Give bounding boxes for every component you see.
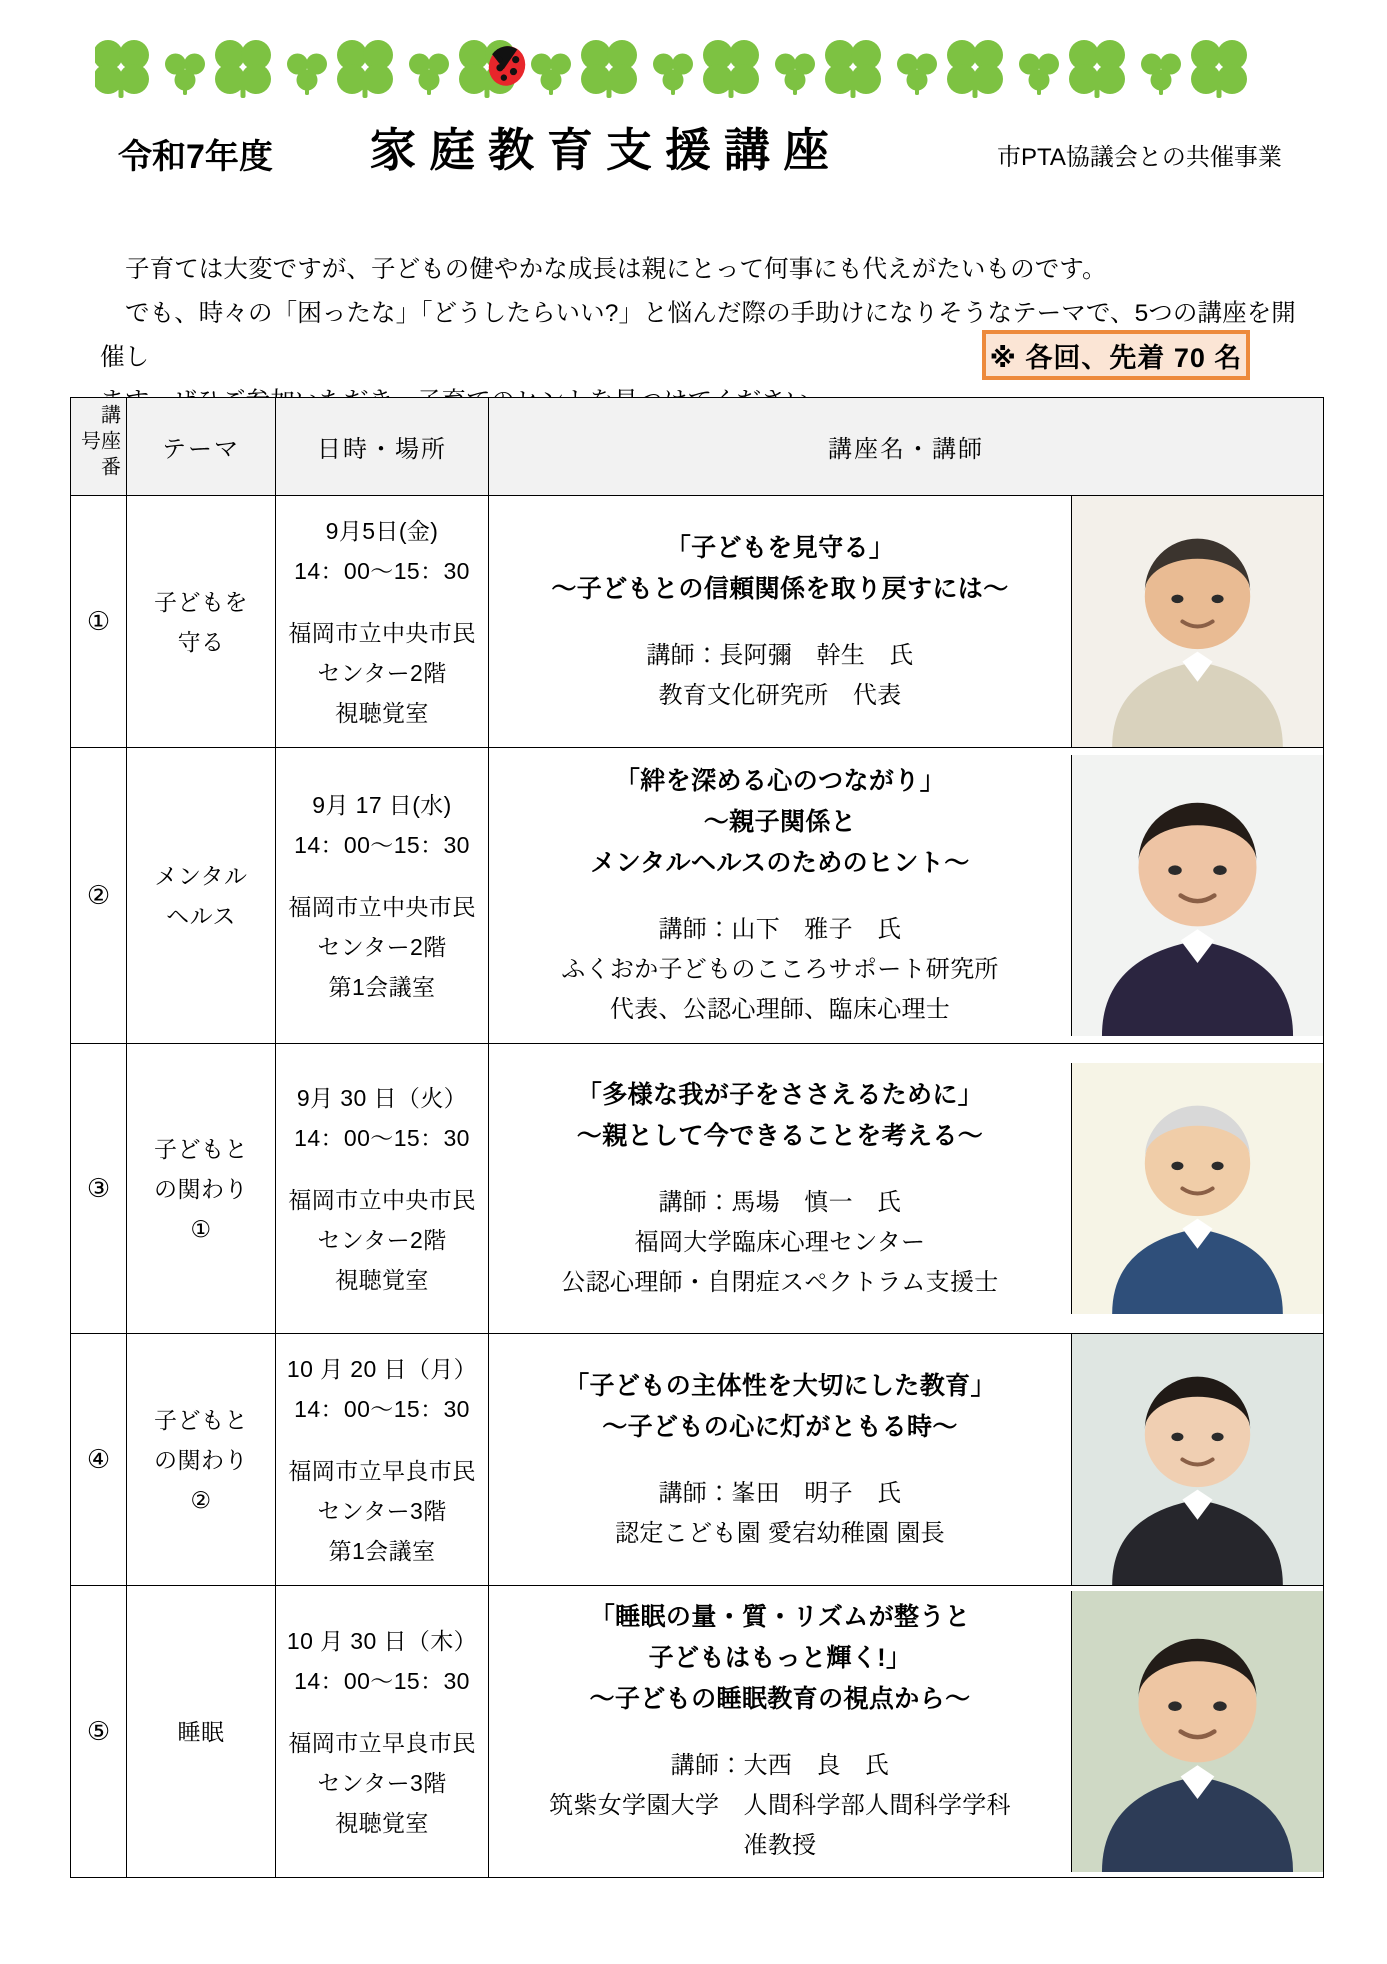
clover-banner-decoration xyxy=(95,38,1295,110)
table-row xyxy=(71,1334,1324,1586)
era-label: 令和7年度 xyxy=(118,138,273,176)
course-theme-line: の関わり xyxy=(154,1175,248,1202)
course-lecturer-line: 講師：山下 雅子 氏 xyxy=(658,916,902,943)
course-title-line: 〜子どもとの信頼関係を取り戻すには〜 xyxy=(551,574,1009,603)
table-row xyxy=(71,1586,1324,1878)
course-theme-line: 子どもと xyxy=(154,1135,248,1162)
course-place-line: 福岡市立中央市民 xyxy=(288,619,476,646)
course-place-line: センター3階 xyxy=(317,1497,447,1524)
course-title-line: 「多様な我が子をささえるために」 xyxy=(576,1080,984,1109)
spacer xyxy=(276,1158,488,1180)
col-header-number-label: 講座番号 xyxy=(77,404,120,482)
course-title-line: 〜子どもの睡眠教育の視点から〜 xyxy=(589,1685,971,1713)
course-info-text xyxy=(489,1063,1071,1314)
course-info-wrap xyxy=(489,1334,1323,1585)
course-date: 9月5日(金) xyxy=(325,517,439,544)
course-time: 14：00〜15：30 xyxy=(294,1395,470,1422)
course-info-wrap xyxy=(489,1063,1323,1314)
course-place-line: センター2階 xyxy=(317,933,447,960)
course-info-text xyxy=(489,496,1071,747)
course-date: 9月 17 日(水) xyxy=(312,791,452,818)
course-title-line: メンタルヘルスのためのヒント〜 xyxy=(590,849,970,877)
course-number: ③ xyxy=(71,1044,127,1334)
course-lecturer-line: 公認心理師・自閉症スペクトラム支援士 xyxy=(561,1268,999,1296)
page-title: 家庭教育支援講座 xyxy=(370,124,842,176)
course-place-line: 福岡市立中央市民 xyxy=(288,893,476,920)
course-lecturer-line: 講師：馬場 慎一 氏 xyxy=(658,1188,902,1216)
portrait-nagaami xyxy=(1071,496,1323,747)
course-title xyxy=(551,528,1008,610)
course-title-line: 〜親子関係と xyxy=(703,808,857,836)
course-number: ⑤ xyxy=(71,1586,127,1878)
course-lecturer xyxy=(615,1474,945,1554)
portrait-baba xyxy=(1071,1063,1323,1314)
table-body xyxy=(71,496,1324,1878)
course-lecturer-line: 認定こども園 愛宕幼稚園 園長 xyxy=(615,1519,945,1547)
course-lecturer-line: 代表、公認心理師、臨床心理士 xyxy=(609,996,951,1023)
course-place-line: 福岡市立早良市民 xyxy=(288,1457,476,1484)
course-place-line: センター3階 xyxy=(317,1769,447,1796)
course-date: 10 月 30 日（木） xyxy=(286,1627,478,1654)
capacity-notice-box xyxy=(982,330,1250,380)
course-title-line: 「子どもを見守る」 xyxy=(665,533,895,562)
course-datetime-place xyxy=(276,1586,489,1878)
course-number: ② xyxy=(71,748,127,1044)
table-row xyxy=(71,748,1324,1044)
col-header-theme: テーマ xyxy=(127,398,276,496)
course-theme xyxy=(127,1586,276,1878)
course-place-line: 視聴覚室 xyxy=(335,1266,429,1293)
course-datetime-place xyxy=(276,496,489,748)
course-lecturer xyxy=(561,910,998,1030)
course-place-line: 第1会議室 xyxy=(328,973,436,1000)
course-place-line: 視聴覚室 xyxy=(335,1809,429,1836)
course-theme-line: ② xyxy=(190,1486,212,1513)
course-theme-line: ① xyxy=(190,1215,212,1242)
col-header-number xyxy=(71,398,127,496)
course-info-wrap xyxy=(489,755,1323,1036)
course-lecturer-line: 講師：峯田 明子 氏 xyxy=(658,1479,902,1507)
course-theme xyxy=(127,496,276,748)
spacer xyxy=(276,1701,488,1723)
portrait-yamashita xyxy=(1071,755,1323,1036)
course-theme-line: 守る xyxy=(177,628,225,655)
course-theme xyxy=(127,748,276,1044)
course-title-line: 〜親として今できることを考える〜 xyxy=(576,1121,984,1150)
course-datetime-place xyxy=(276,1044,489,1334)
spacer xyxy=(276,865,488,887)
course-theme-line: メンタル xyxy=(154,862,248,889)
course-title xyxy=(589,1597,970,1720)
course-theme-line: ヘルス xyxy=(166,902,236,929)
course-lecturer xyxy=(561,1183,998,1303)
course-title xyxy=(590,761,969,884)
portrait-mineta xyxy=(1071,1334,1323,1585)
course-time: 14：00〜15：30 xyxy=(294,831,470,858)
course-lecturer-line: 講師：長阿彌 幹生 氏 xyxy=(646,641,914,669)
course-lecturer-line: ふくおか子どものこころサポート研究所 xyxy=(561,956,999,983)
course-title-line: 子どもはもっと輝く!」 xyxy=(648,1644,912,1672)
course-lecturer-line: 准教授 xyxy=(743,1832,817,1859)
course-info-wrap xyxy=(489,496,1323,747)
course-info xyxy=(489,1586,1324,1878)
course-place-line: センター2階 xyxy=(317,659,447,686)
course-theme-line: 子どもと xyxy=(154,1406,248,1433)
course-info-wrap xyxy=(489,1591,1323,1872)
table-header xyxy=(71,398,1324,496)
course-place-line: センター2階 xyxy=(317,1226,447,1253)
course-theme-line: 子どもを xyxy=(154,588,248,615)
course-theme xyxy=(127,1044,276,1334)
course-info xyxy=(489,1044,1324,1334)
course-info xyxy=(489,748,1324,1044)
table-header-row xyxy=(71,398,1324,496)
table-row xyxy=(71,496,1324,748)
course-title-line: 〜子どもの心に灯がともる時〜 xyxy=(602,1412,958,1441)
course-lecturer-line: 講師：大西 良 氏 xyxy=(670,1752,890,1779)
course-place-line: 視聴覚室 xyxy=(335,699,429,726)
course-number: ④ xyxy=(71,1334,127,1586)
course-info-text xyxy=(489,1334,1071,1585)
course-info-text xyxy=(489,1591,1071,1872)
course-date: 9月 30 日（火） xyxy=(296,1084,468,1111)
course-date: 10 月 20 日（月） xyxy=(286,1355,478,1382)
course-time: 14：00〜15：30 xyxy=(294,1124,470,1151)
course-lecturer-line: 筑紫女学園大学 人間科学部人間科学学科 xyxy=(549,1792,1011,1819)
course-place-line: 福岡市立早良市民 xyxy=(288,1729,476,1756)
course-title xyxy=(577,1075,983,1157)
course-time: 14：00〜15：30 xyxy=(294,1667,470,1694)
spacer xyxy=(276,591,488,613)
course-theme xyxy=(127,1334,276,1586)
course-place-line: 第1会議室 xyxy=(328,1537,436,1564)
course-lecturer xyxy=(549,1746,1011,1866)
col-header-datetime-place: 日時・場所 xyxy=(276,398,489,496)
course-info-text xyxy=(489,755,1071,1036)
course-lecturer-line: 教育文化研究所 代表 xyxy=(658,681,902,709)
course-lecturer-line: 福岡大学臨床心理センター xyxy=(634,1228,926,1256)
course-title xyxy=(564,1366,996,1448)
intro-line-1: 子育ては大変ですが、子どもの健やかな成長は親にとって何事にも代えがたいものです。 xyxy=(125,256,1107,283)
table-row xyxy=(71,1044,1324,1334)
course-title-line: 「睡眠の量・質・リズムが整うと xyxy=(589,1603,971,1631)
course-theme-line: の関わり xyxy=(154,1446,248,1473)
course-theme-line: 睡眠 xyxy=(177,1718,225,1745)
portrait-onishi xyxy=(1071,1591,1323,1872)
course-info xyxy=(489,496,1324,748)
course-datetime-place xyxy=(276,748,489,1044)
cohost-label: 市PTA協議会との共催事業 xyxy=(997,144,1282,171)
course-lecturer xyxy=(646,636,913,716)
course-title-line: 「子どもの主体性を大切にした教育」 xyxy=(564,1371,996,1400)
title-row xyxy=(0,118,1387,180)
course-place-line: 福岡市立中央市民 xyxy=(288,1186,476,1213)
course-info xyxy=(489,1334,1324,1586)
course-title-line: 「絆を深める心のつながり」 xyxy=(614,767,946,795)
course-time: 14：00〜15：30 xyxy=(294,557,470,584)
intro-line-2: でも、時々の「困ったな」「どうしたらいい?」と悩んだ際の手助けになりそうなテーマで、5つの講座を開催し xyxy=(100,300,1296,371)
col-header-course-lecturer: 講座名・講師 xyxy=(489,398,1324,496)
course-number: ① xyxy=(71,496,127,748)
course-table xyxy=(70,397,1324,1878)
course-datetime-place xyxy=(276,1334,489,1586)
spacer xyxy=(276,1429,488,1451)
capacity-notice-text: ※ 各回、先着 70 名 xyxy=(989,342,1243,373)
